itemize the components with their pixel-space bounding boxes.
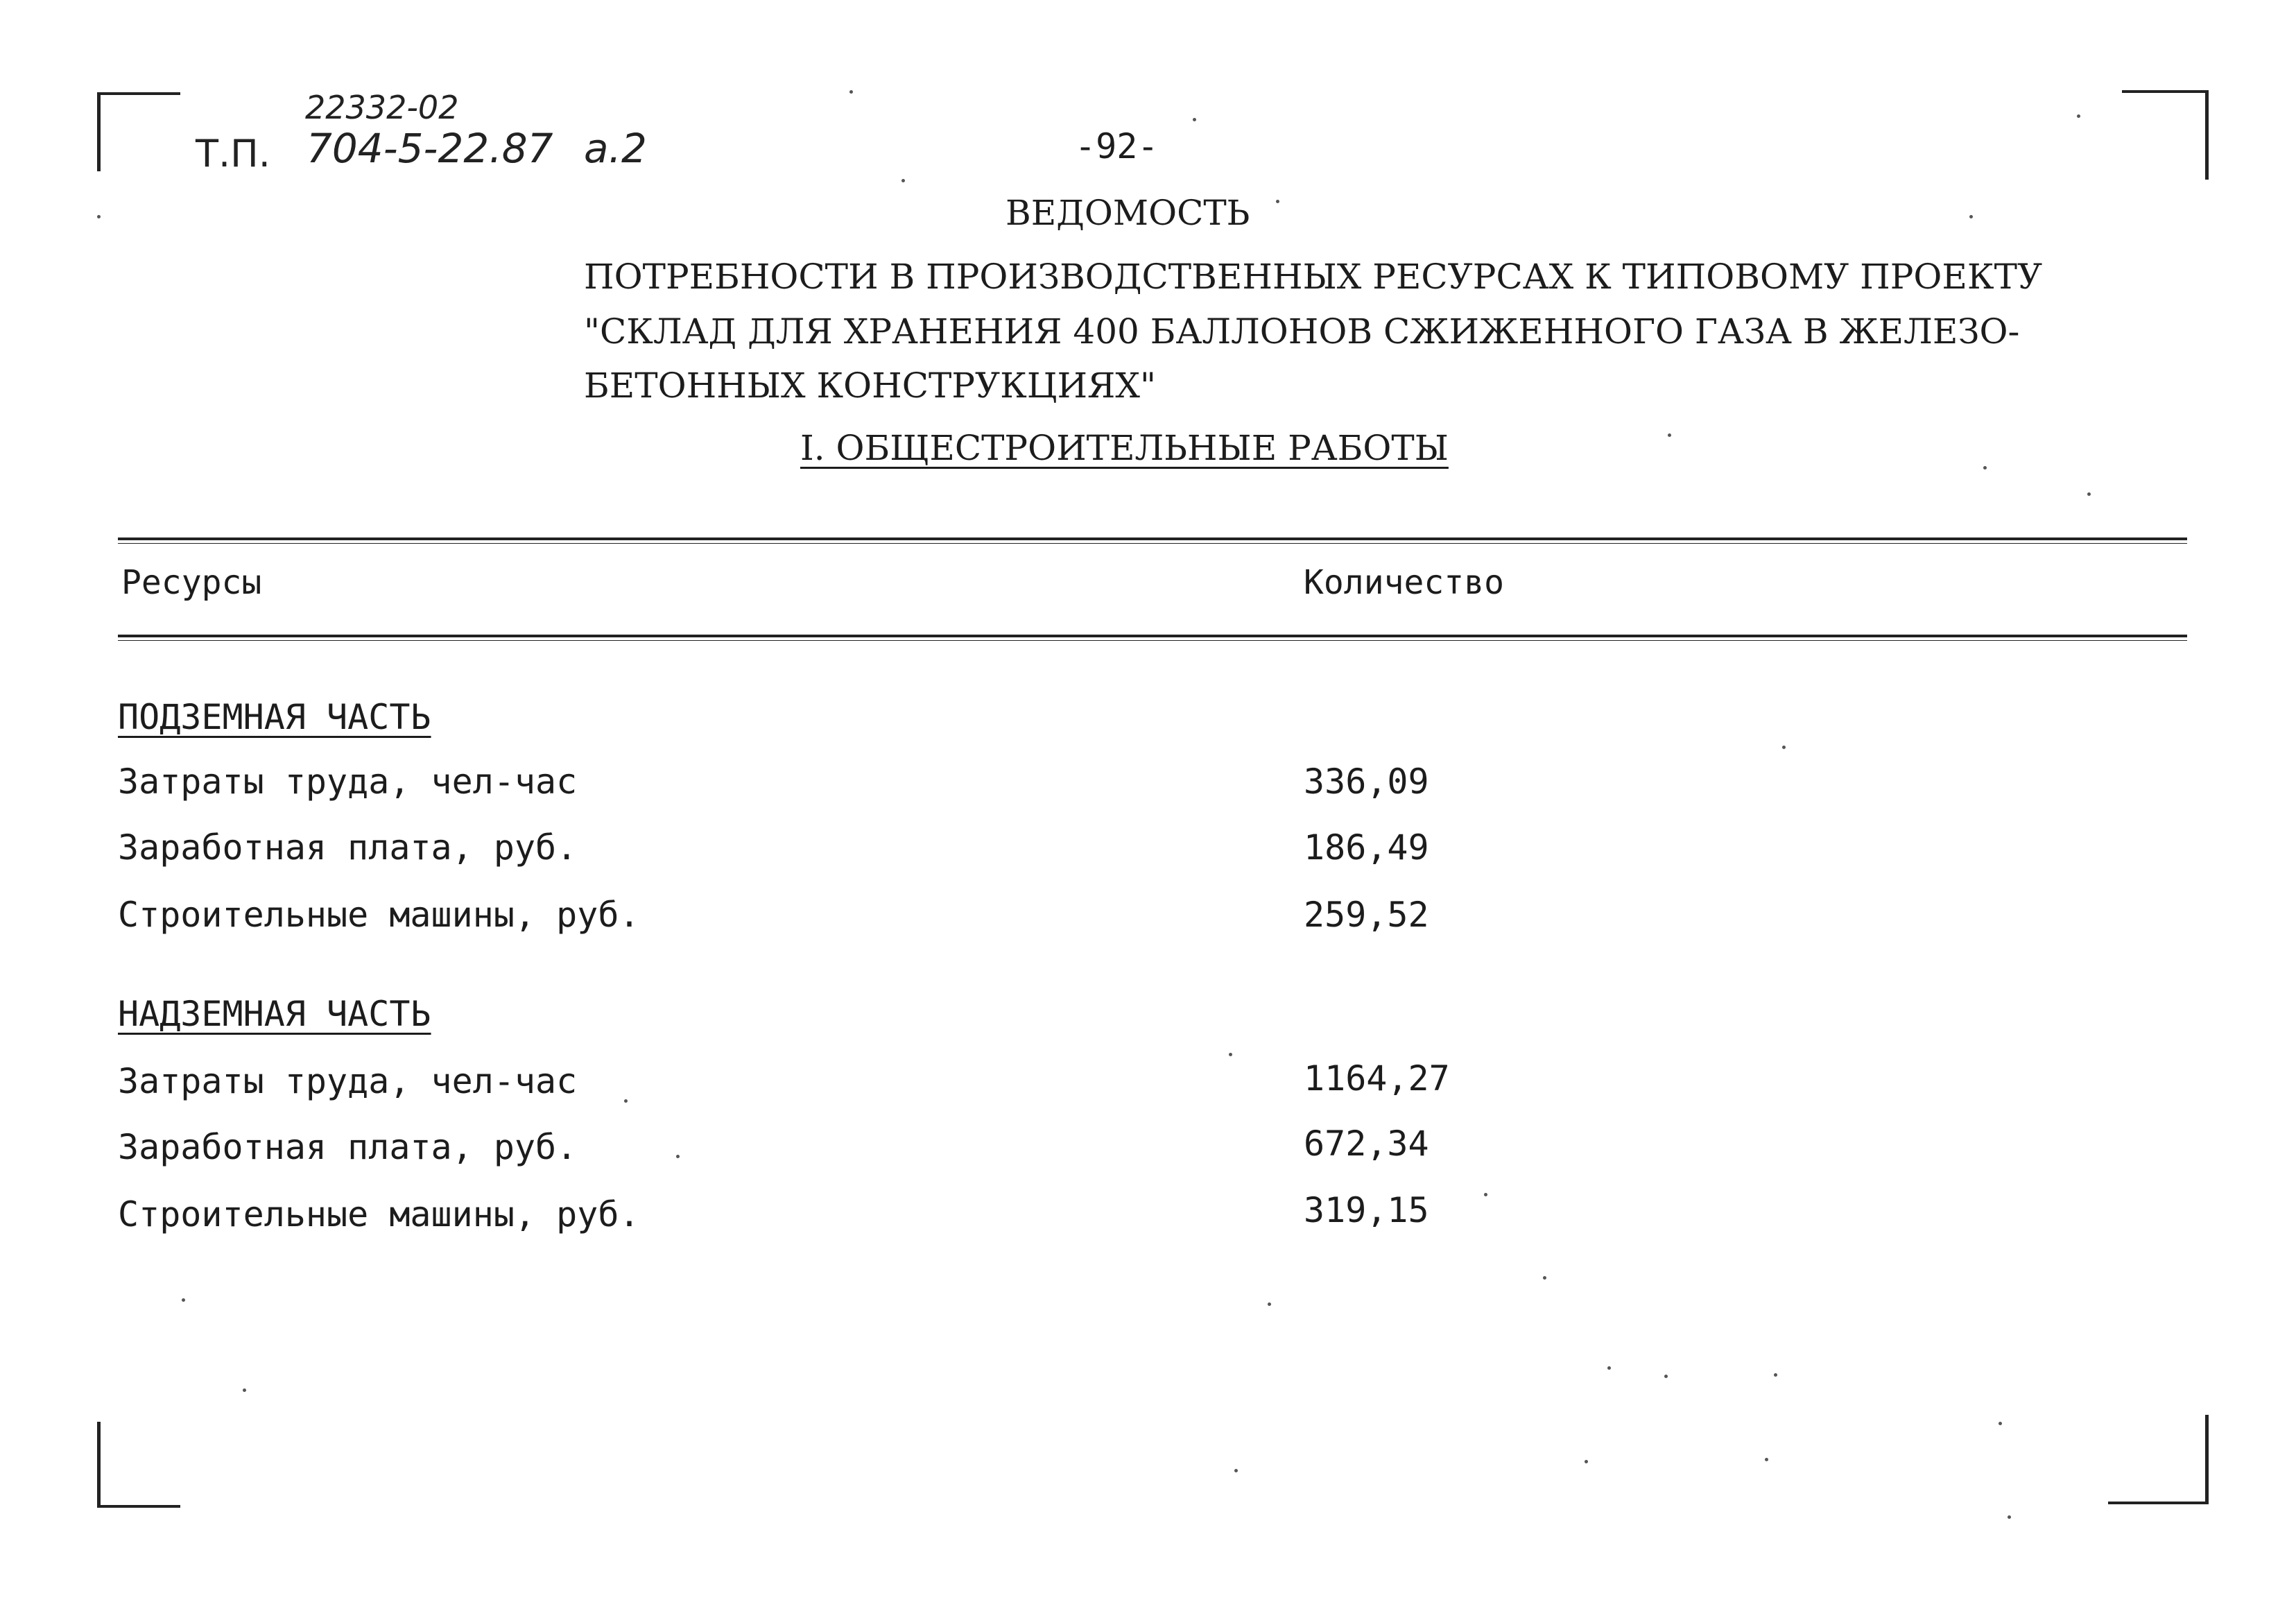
scan-speck — [1999, 1422, 2002, 1425]
table-top-rule — [118, 537, 2187, 540]
table-row-value: 336,09 — [1304, 762, 1429, 802]
scan-speck — [1268, 1302, 1271, 1306]
scan-speck — [243, 1388, 246, 1392]
corner-mark-bottom-left — [97, 1422, 180, 1508]
scan-speck — [97, 215, 101, 218]
table-header-rule — [118, 635, 2187, 637]
scan-speck — [2008, 1515, 2011, 1519]
scan-speck — [1983, 466, 1987, 470]
scan-speck — [1543, 1276, 1546, 1280]
scan-speck — [1234, 1469, 1238, 1472]
corner-mark-top-right — [2122, 90, 2209, 180]
subtitle-line-3: БЕТОННЫХ КОНСТРУКЦИЯХ" — [584, 365, 1157, 406]
scan-speck — [1484, 1193, 1487, 1196]
stamp-number: 704-5-22.87 — [307, 125, 553, 172]
scan-speck — [1782, 746, 1786, 749]
handwritten-code: 22332-02 — [305, 89, 459, 126]
scan-speck — [676, 1155, 680, 1158]
table-row-label: Заработная плата, руб. — [118, 1127, 578, 1167]
table-row-value: 1164,27 — [1304, 1058, 1450, 1099]
stamp-prefix: Т.П. — [196, 132, 270, 175]
table-row-value: 259,52 — [1304, 895, 1429, 935]
page-number: -92- — [1075, 126, 1159, 166]
table-row-value: 672,34 — [1304, 1124, 1429, 1164]
scan-speck — [1664, 1375, 1668, 1378]
table-row-value: 186,49 — [1304, 827, 1429, 868]
table-row-label: Строительные машины, руб. — [118, 1194, 640, 1235]
scan-speck — [1969, 215, 1973, 218]
scan-speck — [1668, 433, 1671, 437]
table-row-value: 319,15 — [1304, 1190, 1429, 1230]
table-row-label: Строительные машины, руб. — [118, 895, 640, 935]
group-title-underground: ПОДЗЕМНАЯ ЧАСТЬ — [118, 697, 431, 737]
table-row-label: Затраты труда, чел-час — [118, 762, 578, 802]
document-title: ВЕДОМОСТЬ — [1005, 193, 1250, 233]
scan-speck — [1276, 200, 1279, 203]
subtitle-line-2: "СКЛАД ДЛЯ ХРАНЕНИЯ 400 БАЛЛОНОВ СЖИЖЕННОГО ГАЗА В ЖЕЛЕЗО- — [584, 311, 2020, 352]
scan-speck — [2087, 492, 2091, 496]
scan-speck — [624, 1099, 628, 1103]
scan-speck — [182, 1298, 185, 1302]
stamp-album: а.2 — [584, 125, 647, 172]
scan-speck — [1585, 1460, 1588, 1463]
table-top-rule-inner — [118, 543, 2187, 544]
table-row-label: Затраты труда, чел-час — [118, 1061, 578, 1101]
scan-speck — [1229, 1053, 1232, 1056]
column-header-resources: Ресурсы — [121, 563, 262, 602]
scan-speck — [1774, 1373, 1777, 1377]
section-title: I. ОБЩЕСТРОИТЕЛЬНЫЕ РАБОТЫ — [800, 428, 1449, 468]
column-header-quantity: Количество — [1304, 563, 1504, 602]
table-row-label: Заработная плата, руб. — [118, 827, 578, 868]
scan-speck — [849, 90, 853, 94]
corner-mark-top-left — [97, 92, 180, 171]
table-header-rule-inner — [118, 640, 2187, 641]
scan-speck — [901, 179, 905, 182]
scan-speck — [2077, 114, 2080, 118]
corner-mark-bottom-right — [2108, 1415, 2209, 1504]
scan-speck — [1765, 1458, 1768, 1461]
subtitle-line-1: ПОТРЕБНОСТИ В ПРОИЗВОДСТВЕННЫХ РЕСУРСАХ К ТИПОВОМУ ПРОЕКТУ — [584, 257, 2043, 297]
group-title-aboveground: НАДЗЕМНАЯ ЧАСТЬ — [118, 994, 431, 1034]
scan-speck — [1607, 1366, 1611, 1370]
scan-speck — [1193, 118, 1196, 121]
